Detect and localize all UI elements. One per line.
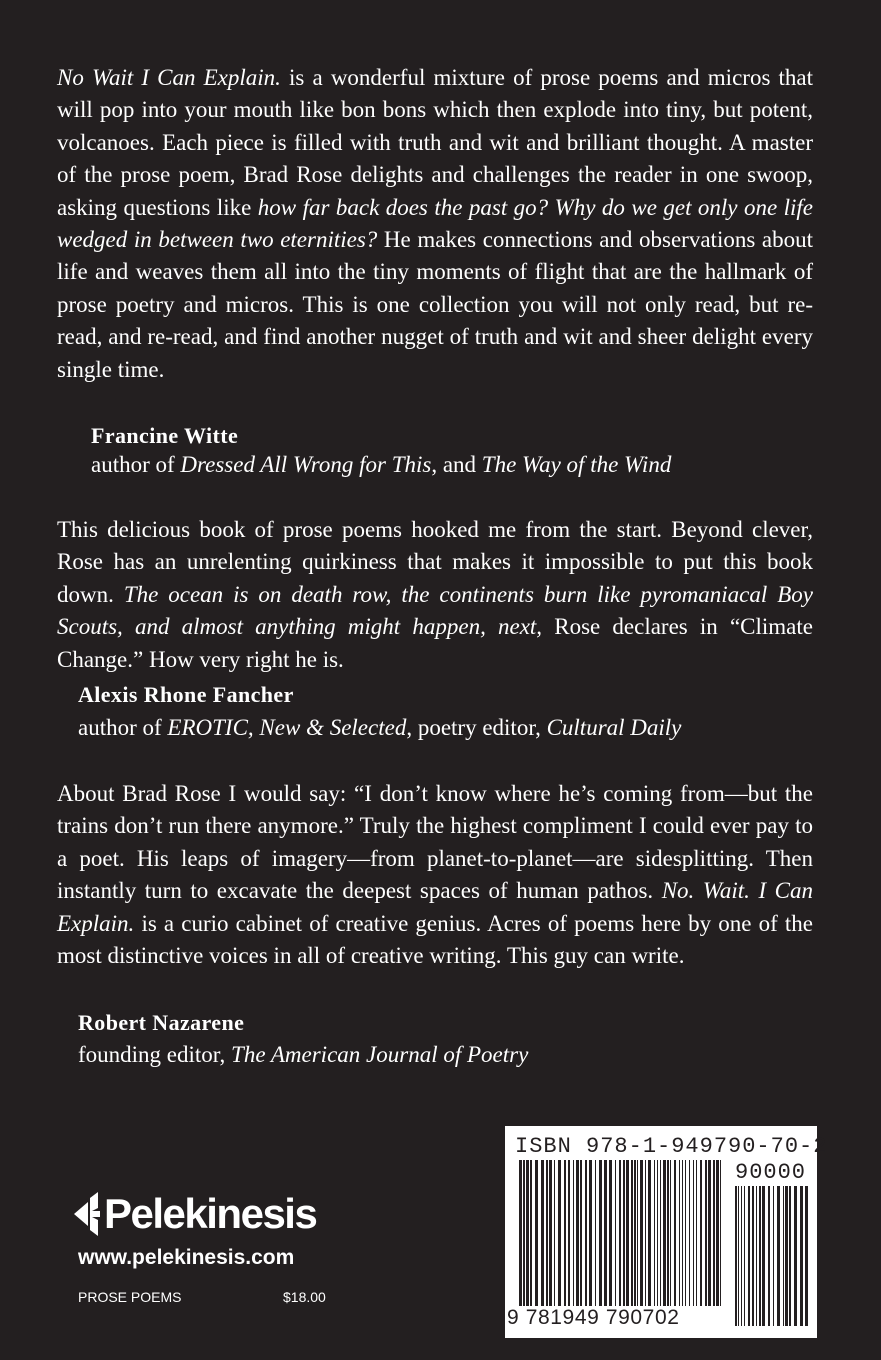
barcode-bar: [530, 1160, 532, 1306]
barcode-bar: [619, 1160, 621, 1306]
barcode-bar: [549, 1160, 552, 1306]
barcode-bar: [738, 1186, 739, 1326]
barcode-bar: [576, 1160, 579, 1306]
barcode-bar: [615, 1160, 616, 1306]
blurb-author-role: [78, 1042, 528, 1068]
barcode-bar: [648, 1160, 651, 1306]
italic-text: how far back does the past go? Why do we get only one life wedged in between two eternities?: [57, 194, 813, 253]
barcode-bar: [762, 1186, 765, 1326]
barcode-bar: [526, 1160, 529, 1306]
text-run: About Brad Rose I would say: “I don’t know where he’s coming from—but the trains don’t run there anymore.” Truly the highest compliment I could ever pay to a poet. His leaps of imagery—from planet-to-planet—are sidesplitting. Then instantly turn to excavate the deepest spaces of human pathos.: [57, 781, 813, 904]
barcode-bar: [768, 1186, 770, 1326]
book-price: $18.00: [283, 1289, 326, 1305]
barcode-bar: [660, 1160, 661, 1306]
italic-text: No. Wait. I Can Explain.: [57, 878, 813, 936]
barcode-bar: [705, 1160, 707, 1306]
barcode-bar: [735, 1186, 737, 1326]
publisher-url: www.pelekinesis.com: [78, 1246, 295, 1269]
barcode-bar: [789, 1186, 791, 1326]
barcode-bar: [682, 1160, 683, 1306]
barcode-bar: [626, 1160, 629, 1306]
publisher-emblem-icon: [74, 1188, 104, 1240]
barcode-bar: [554, 1160, 555, 1306]
barcode-bar: [631, 1160, 633, 1306]
italic-text: Cultural Daily: [546, 715, 682, 740]
barcode-bar: [741, 1186, 742, 1326]
italic-text: The Way of the Wind: [481, 452, 672, 477]
barcode-bar: [640, 1160, 643, 1306]
blurb-author-role: [78, 715, 681, 741]
text-run: author of: [78, 715, 168, 740]
barcode-bar: [595, 1160, 596, 1306]
blurb-robert-nazarene: [57, 778, 813, 972]
barcode-bar: [589, 1160, 592, 1306]
barcode-bar: [679, 1160, 680, 1306]
barcode-bar: [623, 1160, 625, 1306]
barcode-bar: [523, 1160, 525, 1306]
text-run: He makes connections and observations about life and weaves them all into the tiny moments of flight that are the hallmark of prose poetry and micros. This is one collection you will not only read, but re-read, and re-read, and find another nugget of truth and wit and sheer delight every single time.: [57, 227, 813, 382]
book-category: PROSE POEMS: [78, 1289, 182, 1305]
blurb-alexis-rhone-fancher: [57, 514, 813, 676]
barcode-bar: [685, 1160, 686, 1306]
barcode-bar: [759, 1186, 761, 1326]
barcode-bar: [657, 1160, 658, 1306]
publisher-logo: [74, 1188, 334, 1240]
barcode-bar: [585, 1160, 587, 1306]
barcode-bar: [805, 1186, 808, 1326]
barcode-bar: [541, 1160, 544, 1306]
italic-text: The ocean is on death row, the continents burn like pyromaniacal Boy Scouts, and almost anything might happen, next,: [57, 581, 813, 640]
barcode-bar: [580, 1160, 582, 1306]
barcode-bar: [564, 1160, 566, 1306]
barcode-bar: [670, 1160, 671, 1306]
barcode-bar: [713, 1160, 715, 1306]
text-run: is a curio cabinet of creative genius. Acres of poems here by one of the most distinctive voices in all of creative writing. This guy can write.: [57, 910, 813, 969]
price-code: 90000: [735, 1160, 807, 1185]
barcode-addon-bars: [735, 1186, 809, 1326]
barcode-bar: [663, 1160, 666, 1306]
barcode-bar: [696, 1160, 697, 1306]
barcode-bar: [599, 1160, 602, 1306]
barcode-bar: [558, 1160, 561, 1306]
text-run: , poetry editor,: [406, 715, 547, 740]
barcode-bar: [773, 1186, 774, 1326]
italic-text: No Wait I Can Explain.: [57, 65, 281, 90]
barcode-bar: [756, 1186, 757, 1326]
barcode-bar: [634, 1160, 636, 1306]
text-run: , and: [431, 452, 482, 477]
barcode-bar: [535, 1160, 538, 1306]
barcode-bar: [546, 1160, 548, 1306]
text-run: author of: [91, 452, 181, 477]
isbn-barcode: [505, 1126, 828, 1338]
barcode-bar: [689, 1160, 690, 1306]
text-run: founding editor,: [78, 1042, 232, 1067]
barcode-bar: [708, 1160, 711, 1306]
barcode-bar: [783, 1186, 784, 1326]
barcode-bar: [519, 1160, 522, 1306]
text-run: This delicious book of prose poems hooked me from the start. Beyond clever, Rose has an unrelenting quirkiness that makes it impossible to put this book down.: [57, 517, 813, 607]
barcode-bar: [700, 1160, 702, 1306]
barcode-bar: [777, 1186, 780, 1326]
blurb-author-name: Francine Witte: [91, 423, 239, 448]
barcode-bar: [748, 1186, 750, 1326]
blurb-author-name: Robert Nazarene: [78, 1010, 245, 1035]
barcode-bar: [744, 1186, 745, 1326]
blurb-francine-witte: [57, 62, 813, 386]
barcode-bar: [654, 1160, 655, 1306]
italic-text: EROTIC, New & Selected: [167, 715, 407, 740]
isbn-label: ISBN 978-1-949790-70-2: [515, 1134, 828, 1159]
publisher-name: Pelekinesis: [104, 1190, 317, 1237]
barcode-bar: [794, 1186, 797, 1326]
blurb-author-name: Alexis Rhone Fancher: [78, 682, 294, 707]
barcode-bar: [720, 1160, 721, 1306]
ean-digits: 9 781949 790702: [507, 1306, 680, 1329]
barcode-bar: [674, 1160, 676, 1306]
barcode-bar: [645, 1160, 646, 1306]
barcode-bar: [693, 1160, 694, 1306]
blurb-author-role: [91, 452, 671, 478]
barcode-bar: [568, 1160, 570, 1306]
barcode-bar: [609, 1160, 612, 1306]
barcode-bar: [800, 1186, 803, 1326]
barcode-bar: [785, 1186, 788, 1326]
barcode-bars: [519, 1160, 725, 1306]
barcode-bar: [604, 1160, 607, 1306]
italic-text: The American Journal of Poetry: [231, 1042, 529, 1067]
text-run: Rose declares in “Climate Change.” How very right he is.: [57, 614, 813, 672]
text-run: is a wonderful mixture of prose poems and micros that will pop into your mouth like bon bons which then explode into tiny, but potent, volcanoes. Each piece is filled with truth and wit and brilliant thought. A master of the prose poem, Brad Rose delights and challenges the reader in one swoop, asking questions like: [57, 65, 813, 220]
barcode-bar: [716, 1160, 719, 1306]
italic-text: Dressed All Wrong for This: [180, 452, 432, 477]
barcode-bar: [667, 1160, 669, 1306]
barcode-bar: [637, 1160, 638, 1306]
barcode-bar: [752, 1186, 754, 1326]
barcode-bar: [573, 1160, 574, 1306]
